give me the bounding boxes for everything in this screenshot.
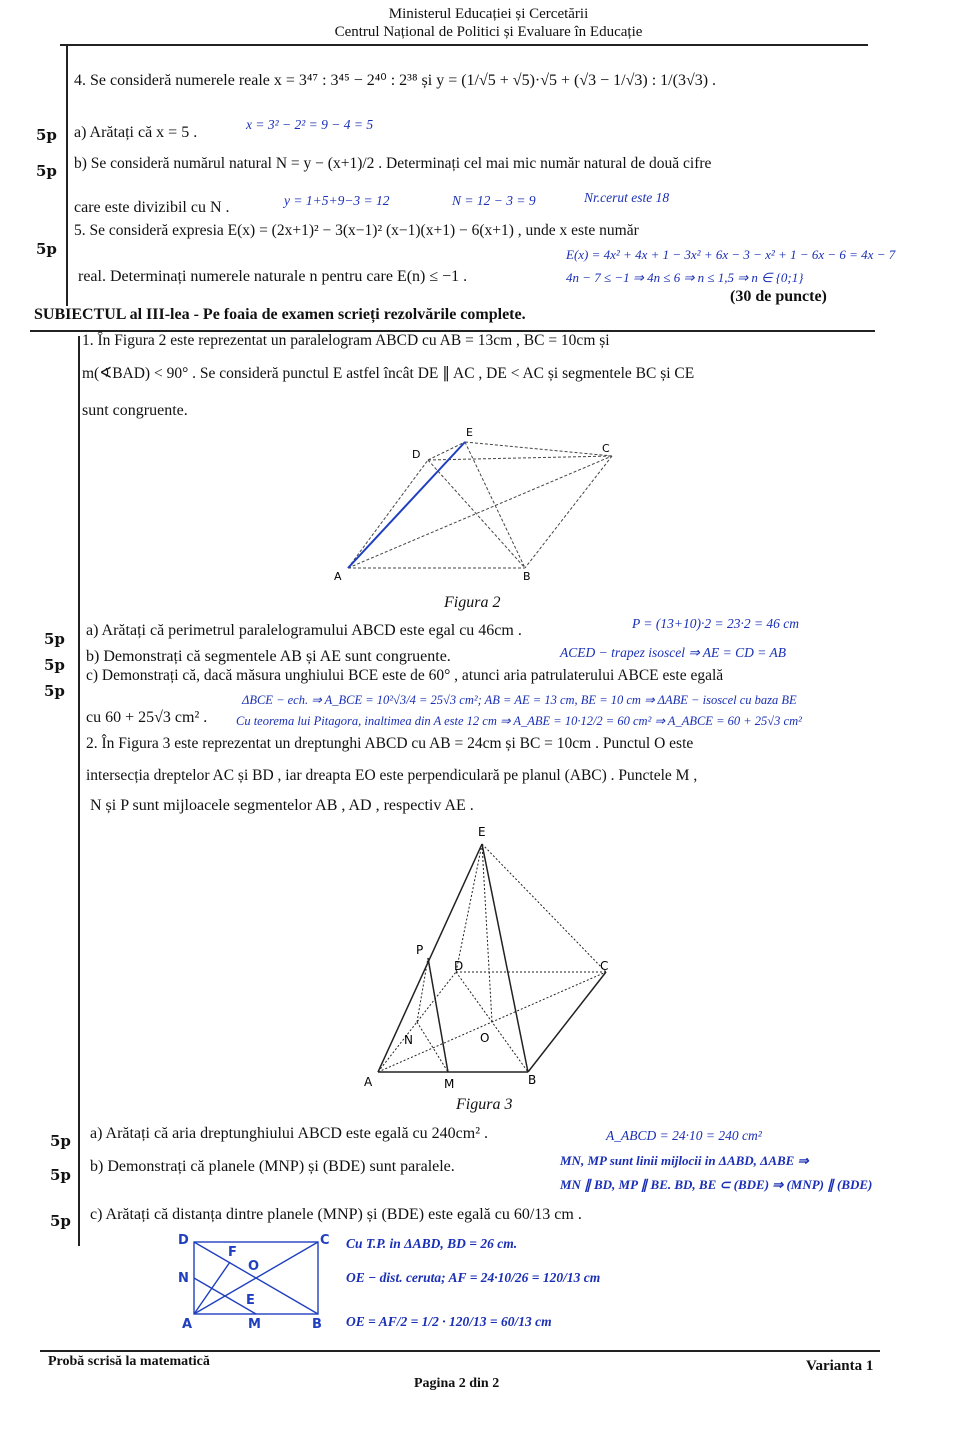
center-title: Centrul Național de Politici și Evaluare în Educație — [334, 24, 643, 40]
subiect3-title: SUBIECTUL al III-lea - Pe foaia de examen scrieți rezolvările complete. — [34, 306, 526, 323]
sketch-label-o: O — [248, 1259, 260, 1274]
sketch-label-a: A — [182, 1317, 193, 1332]
s3q1a-points: 5p — [44, 630, 65, 648]
s3q2c-points: 5p — [50, 1212, 71, 1230]
s3q2a-points: 5p — [50, 1132, 71, 1150]
header-rule — [60, 44, 868, 46]
footer-page: Pagina 2 din 2 — [414, 1376, 500, 1391]
fig3-label-d: D — [454, 959, 464, 973]
s3q2-line2: intersecția dreptelor AC și BD , iar dreapta EO este perpendiculară pe planul (ABC) . Punctele M , — [86, 767, 698, 784]
fig3-label-c: C — [600, 959, 609, 973]
sketch-label-n: N — [178, 1271, 189, 1286]
q4b-text2: care este divizibil cu N . — [74, 199, 230, 216]
ministry-title: Ministerul Educației și Cercetării — [388, 6, 589, 22]
margin-line-top — [66, 44, 68, 306]
q4b-sol2: N = 12 − 3 = 9 — [452, 193, 536, 208]
fig2-label-a: A — [334, 570, 342, 583]
sketch-label-b: B — [312, 1317, 322, 1332]
s3q1a-text: a) Arătați că perimetrul paralelogramului ABCD este egal cu 46cm . — [86, 622, 522, 639]
s3q2-line1: 2. În Figura 3 este reprezentat un dreptunghi ABCD cu AB = 24cm și BC = 10cm . Punctul O este — [86, 735, 694, 752]
s3q1c-text: c) Demonstrați că, dacă măsura unghiului BCE este de 60° , atunci aria patrulaterului ABCE este egală — [86, 667, 724, 684]
q4b-sol3: Nr.cerut este 18 — [584, 190, 670, 205]
fig3-label-n: N — [404, 1033, 413, 1047]
s3q1-line3: sunt congruente. — [82, 402, 188, 419]
q4a-solution: x = 3² − 2² = 9 − 4 = 5 — [246, 117, 374, 132]
q5-points: 5p — [36, 240, 57, 258]
fig3-label-b: B — [528, 1073, 537, 1087]
s3q2a-text: a) Arătați că aria dreptunghiului ABCD este egală cu 240cm² . — [90, 1125, 488, 1142]
sketch-label-c: C — [320, 1233, 330, 1248]
s3q2-line3: N și P sunt mijloacele segmentelor AB , AD , respectiv AE . — [90, 797, 474, 814]
sketch-label-e: E — [246, 1293, 255, 1308]
q5-text2: real. Determinați numerele naturale n pentru care E(n) ≤ −1 . — [78, 268, 468, 285]
fig2-label-b: B — [523, 570, 531, 583]
s3q2b-points: 5p — [50, 1166, 71, 1184]
q4b-sol1: y = 1+5+9−3 = 12 — [284, 193, 390, 208]
s3q1b-points: 5p — [44, 656, 65, 674]
q4a-text: a) Arătați că x = 5 . — [74, 124, 198, 141]
fig2-label-e: E — [466, 426, 473, 439]
q4b-text: b) Se consideră numărul natural N = y − (x+1)/2 . Determinați cel mai mic număr natural de două cifre — [74, 155, 712, 172]
s3q1a-solution: P = (13+10)·2 = 23·2 = 46 cm — [632, 616, 800, 631]
q4b-points: 5p — [36, 162, 57, 180]
fig3-label-a: A — [364, 1075, 373, 1089]
s3q1b-solution: ACED − trapez isoscel ⇒ AE = CD = AB — [560, 645, 787, 660]
fig3-label-o: O — [480, 1031, 490, 1045]
figure-3-caption: Figura 3 — [456, 1096, 513, 1113]
fig2-label-c: C — [602, 442, 610, 455]
footer-rule — [40, 1350, 880, 1352]
s3q1c-points: 5p — [44, 682, 65, 700]
s3q2c-sol3: OE = AF/2 = 1/2 · 120/13 = 60/13 cm — [346, 1314, 552, 1329]
s3q1-line1: 1. În Figura 2 este reprezentat un paralelogram ABCD cu AB = 13cm , BC = 10cm și — [82, 332, 610, 349]
s3q1b-text: b) Demonstrați că segmentele AB și AE sunt congruente. — [86, 648, 451, 665]
footer-left: Probă scrisă la matematică — [48, 1354, 210, 1369]
fig3-label-p: P — [416, 943, 424, 957]
s3q2c-sol2: OE − dist. ceruta; AF = 24·10/26 = 120/13 cm — [346, 1270, 601, 1285]
q4-stem: 4. Se consideră numerele reale x = 3⁴⁷ : 3⁴⁵ − 2⁴⁰ : 2³⁸ și y = (1/√5 + √5)·√5 + (√3 − 1/√3) : 1/(3√3) . — [74, 72, 717, 89]
s3q1-line2: m(∢BAD) < 90° . Se consideră punctul E astfel încât DE ∥ AC , DE < AC și segmentele BC și CE — [82, 365, 695, 382]
figure-3 — [350, 820, 630, 1100]
s3q2b-sol2: MN ∥ BD, MP ∥ BE. BD, BE ⊂ (BDE) ⇒ (MNP) ∥ (BDE) — [560, 1177, 873, 1192]
margin-line-bottom — [78, 336, 80, 1246]
subiect3-points: (30 de puncte) — [730, 288, 827, 305]
s3q2b-text: b) Demonstrați că planele (MNP) și (BDE) sunt paralele. — [90, 1158, 455, 1175]
q5-sol2: 4n − 7 ≤ −1 ⇒ 4n ≤ 6 ⇒ n ≤ 1,5 ⇒ n ∈ {0;1} — [566, 270, 804, 285]
s3q2c-sol1: Cu T.P. in ΔABD, BD = 26 cm. — [346, 1236, 518, 1251]
s3q2c-text: c) Arătați că distanța dintre planele (MNP) și (BDE) este egală cu 60/13 cm . — [90, 1206, 582, 1223]
figure-2 — [320, 420, 630, 600]
rectangle-sketch — [170, 1230, 340, 1334]
fig3-label-e: E — [478, 825, 486, 839]
sketch-label-f: F — [228, 1245, 237, 1260]
s3q2b-sol1: MN, MP sunt linii mijlocii in ΔABD, ΔABE ⇒ — [560, 1153, 809, 1168]
s3q2a-solution: A_ABCD = 24·10 = 240 cm² — [606, 1128, 762, 1143]
figure-2-caption: Figura 2 — [444, 594, 501, 611]
q5-text: 5. Se consideră expresia E(x) = (2x+1)² − 3(x−1)² (x−1)(x+1) − 6(x+1) , unde x este număr — [74, 222, 639, 239]
footer-right: Varianta 1 — [806, 1358, 874, 1374]
sketch-label-m: M — [248, 1317, 261, 1332]
fig3-label-m: M — [444, 1077, 455, 1091]
s3q1c-sol1: ΔBCE − ech. ⇒ A_BCE = 10²√3/4 = 25√3 cm²; AB = AE = 13 cm, BE = 10 cm ⇒ ΔABE − isoscel cu baza BE — [242, 693, 797, 707]
q4a-points: 5p — [36, 126, 57, 144]
sketch-label-d: D — [178, 1233, 189, 1248]
q5-sol1: E(x) = 4x² + 4x + 1 − 3x² + 6x − 3 − x² + 1 − 6x − 6 = 4x − 7 — [566, 247, 896, 262]
s3q1c-sol2: Cu teorema lui Pitagora, inaltimea din A este 12 cm ⇒ A_ABE = 10·12/2 = 60 cm² ⇒ A_ABCE = 60 + 25√3 cm² — [236, 714, 802, 728]
fig2-label-d: D — [412, 448, 421, 461]
s3q1c-text2: cu 60 + 25√3 cm² . — [86, 709, 208, 726]
